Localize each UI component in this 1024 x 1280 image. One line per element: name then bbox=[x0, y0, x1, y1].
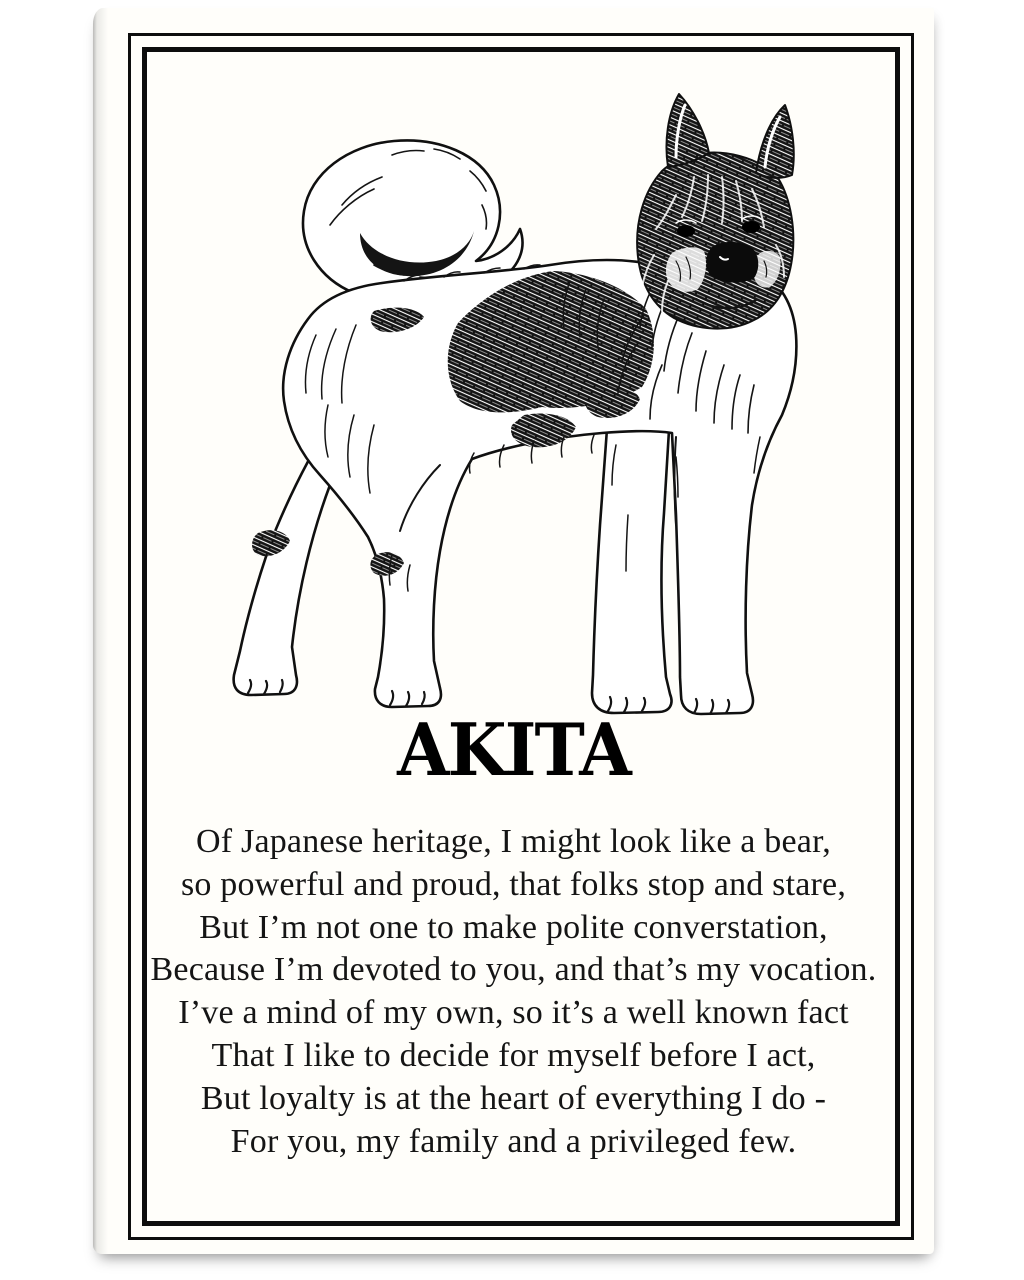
left-ear-icon bbox=[666, 94, 709, 167]
poem-line: I’ve a mind of my own, so it’s a well known fact bbox=[178, 994, 849, 1032]
poem-line: so powerful and proud, that folks stop and stare, bbox=[180, 865, 847, 903]
akita-illustration bbox=[224, 85, 804, 725]
poem-text bbox=[135, 821, 892, 1163]
left-eye-icon bbox=[677, 225, 695, 237]
right-eye-icon bbox=[742, 221, 760, 233]
akita-poster bbox=[93, 8, 934, 1254]
far-front-leg bbox=[592, 415, 672, 713]
poem-line: But loyalty is at the heart of everything I do - bbox=[200, 1079, 827, 1117]
page-title: AKITA bbox=[397, 707, 630, 792]
poem-line: That I like to decide for myself before I act, bbox=[211, 1036, 816, 1074]
poem-line: For you, my family and a privileged few. bbox=[230, 1122, 797, 1160]
right-ear-icon bbox=[756, 105, 794, 178]
poem-line: Of Japanese heritage, I might look like a bear, bbox=[196, 823, 831, 860]
dog-head bbox=[637, 94, 794, 329]
poem-line: But I’m not one to make polite converstation, bbox=[199, 908, 828, 946]
poem-line: Because I’m devoted to you, and that’s my vocation. bbox=[150, 951, 877, 989]
head-mask bbox=[637, 153, 793, 329]
nose-icon bbox=[706, 242, 758, 283]
